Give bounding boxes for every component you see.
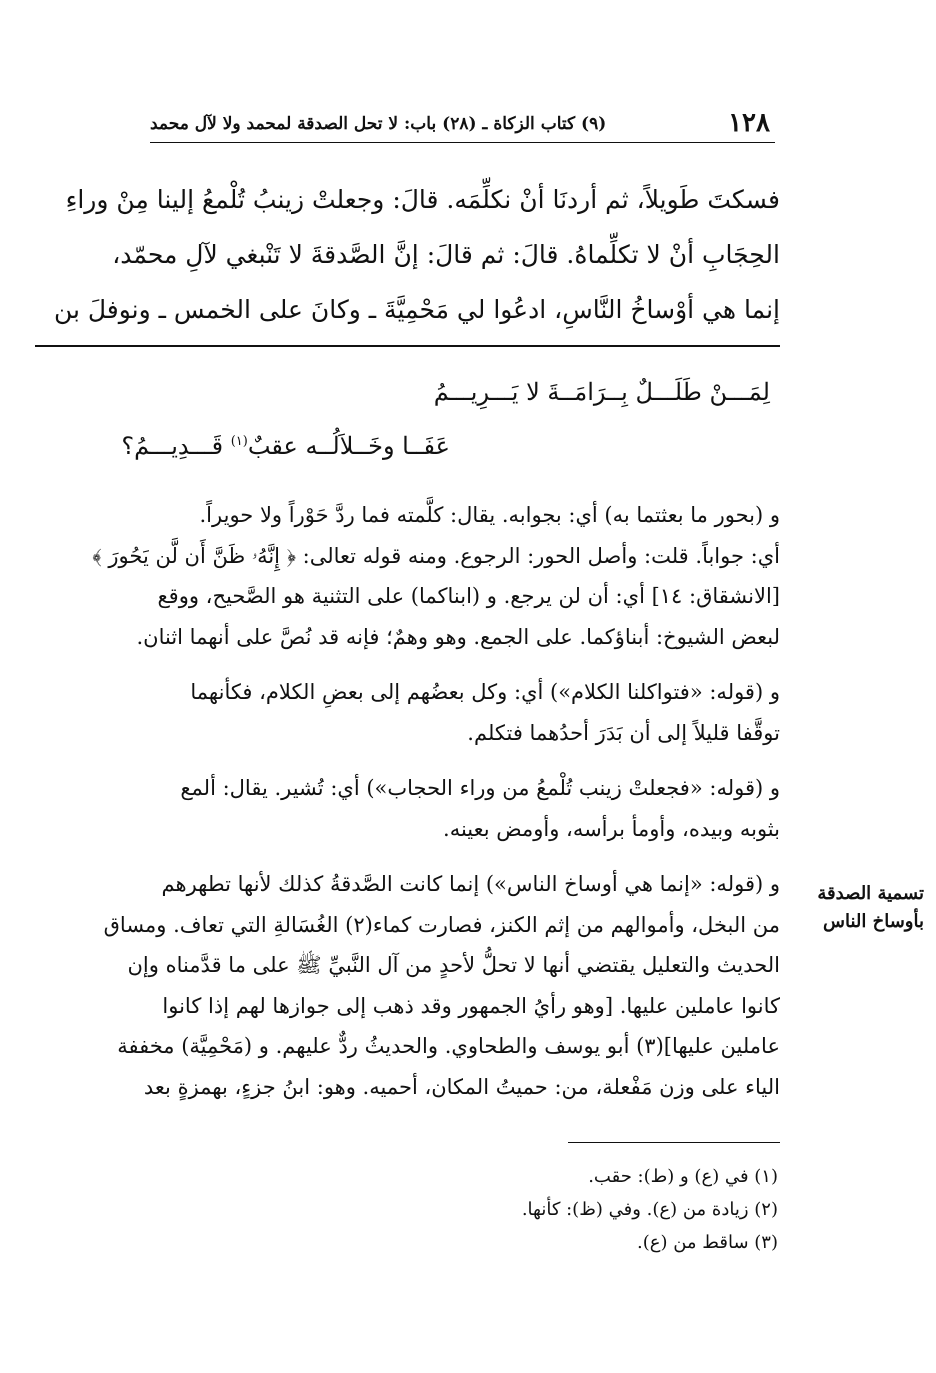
commentary-line: لبعض الشيوخ: أبناؤكما. على الجمع. وهو وهمٌ؛ فإنه قد نُصَّ على أنهما اثنان. (136, 624, 780, 649)
commentary-paragraph (35, 768, 780, 849)
poem-hemistich-2-end: قَـــدِيـــمُ؟ (121, 432, 231, 460)
hadith-line: فسكتَ طَويلاً، ثم أردنَا أنْ نكلِّمَه. قالَ: وجعلتْ زينبُ تُلْمعُ إلينا مِنْ وراءِ (65, 185, 780, 214)
poem-hemistich-1: لِمَـــنْ طَلَـــلٌ بِــرَامَــةَ لا يَـــرِيـــمُ (433, 378, 770, 406)
running-header (150, 108, 770, 138)
hadith-line: إنما هي أوْساخُ النَّاسِ، ادعُوا لي مَحْمِيَّةَ ـ وكانَ على الخمس ـ ونوفلَ بن (53, 295, 780, 324)
poem-hemistich-2 (121, 432, 450, 460)
commentary-paragraph (35, 672, 780, 753)
hadith-text (35, 172, 780, 337)
footnote: (١) في (ع) و (ط): حقب. (588, 1166, 778, 1187)
commentary-line: بثوبه وبيده، وأومأ برأسه، وأومض بعينه. (443, 816, 780, 841)
commentary (35, 495, 780, 1122)
commentary-line: من البخل، وأموالهم من إثم الكنز، فصارت كماء(٢) الغُسَالةِ التي تعاف. ومساق (103, 912, 780, 937)
commentary-line: و (بحور ما بعثتما به) أي: بجوابه. يقال: كلَّمته فما ردَّ حَوْراً ولا حويراً. (199, 503, 780, 527)
poem-hemistich-2-start: عَفَــا وخَــلاَلُــه عقبٌ (247, 432, 450, 460)
commentary-line: و (قوله: «إنما هي أوساخ الناس») إنما كانت الصَّدقةُ كذلك لأنها تطهرهم (161, 872, 780, 896)
commentary-line: أي: جواباً. قلت: وأصل الحور: الرجوع. ومنه قوله تعالى: ﴿ إِنَّهُۥ ظَنَّ أَن لَّن يَحُورَ ﴾ (92, 543, 780, 568)
commentary-paragraph (35, 495, 780, 657)
footnotes (178, 1160, 778, 1259)
commentary-line: عاملين عليها](٣) أبو يوسف والطحاوي. والحديثُ ردٌّ عليهم. و (مَحْمِيَّة) مخففة (117, 1034, 780, 1058)
footnote: (٣) ساقط من (ع). (637, 1232, 778, 1253)
commentary-line: الياء على وزن مَفْعلة، من: حميتُ المكان، أحميه. وهو: ابنُ جزءٍ، بهمزةٍ بعد (143, 1074, 780, 1099)
text-commentary-separator (35, 345, 780, 347)
commentary-line: و (قوله: «فتواكلنا الكلام») أي: وكل بعضُهم إلى بعضِ الكلام، فكأنهما (190, 680, 780, 704)
footnote: (٢) زيادة من (ع). وفي (ظ): كأنها. (521, 1199, 778, 1220)
margin-note: تسمية الصدقة بأوساخ الناس (817, 883, 924, 932)
commentary-line: الحديث والتعليل يقتضي أنها لا تحلُّ لأحدٍ من آل النَّبيِّ ﷺ على ما قدَّمناه وإن (127, 953, 780, 977)
running-title: (٩) كتاب الزكاة ـ (٢٨) باب: لا تحل الصدقة لمحمد ولا لآل محمد (150, 114, 607, 134)
hadith-line: الحِجَابِ أنْ لا تكلِّماهُ. قالَ: ثم قالَ: إنَّ الصَّدقةَ لا تَنْبغي لآلِ محمّد، (112, 240, 780, 269)
footnote-rule (568, 1142, 780, 1143)
commentary-paragraph (35, 864, 780, 1107)
commentary-line: كانوا عاملين عليها. [وهو رأيُ الجمهور وقد ذهب إلى جوازها لهم إذا كانوا (162, 993, 780, 1018)
footnote-marker: (١) (230, 434, 248, 449)
commentary-line: توقَّفا قليلاً إلى أن بَدَرَ أحدُهما فتكلم. (467, 720, 780, 745)
commentary-line: و (قوله: «فجعلتْ زينب تُلْمعُ من وراء الحجاب») أي: تُشير. يقال: ألمع (180, 776, 780, 800)
page-number: ١٢٨ (728, 108, 770, 138)
commentary-line: [الانشقاق: ١٤] أي: أن لن يرجع. و (ابناكما) على التثنية هو الصَّحيح، ووقع (157, 584, 780, 608)
header-rule (150, 142, 775, 143)
